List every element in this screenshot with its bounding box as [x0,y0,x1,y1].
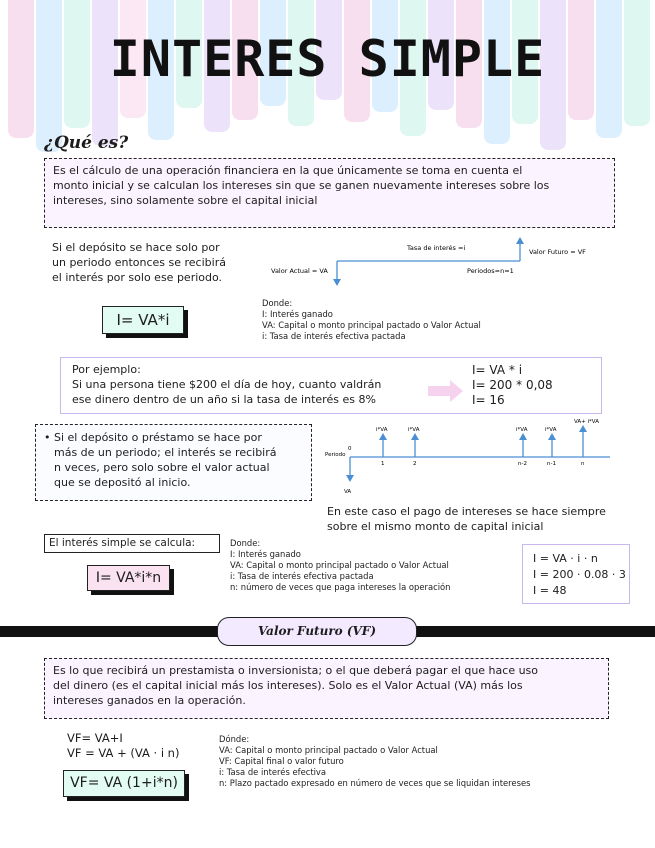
donde-heading: Donde: [230,538,261,548]
note-line: En este caso el pago de intereses se hace siempre [327,505,606,518]
section-heading-que-es: ¿Qué es? [44,133,129,153]
multi-period-line: n veces, pero solo sobre el valor actual [54,461,270,474]
donde-item: I: Interés ganado [230,549,301,559]
donde-item: VA: Capital o monto principal pactado o Valor Actual [230,560,449,570]
donde-item: i: Tasa de interés efectiva pactada [230,571,374,581]
top-label: i*VA [516,427,528,433]
single-period-text [52,240,226,285]
multi-period-line: que se depositó al inicio. [54,476,191,489]
donde-item: VF: Capital final o valor futuro [219,756,344,766]
donde-item: VA: Capital o monto principal pactado o Valor Actual [219,745,438,755]
calc-line: I= VA * i [472,363,523,377]
donde-item: n: Plazo pactado expresado en número de veces que se liquidan intereses [219,778,531,788]
note-text [327,504,606,534]
donde-item: i: Tasa de interés efectiva pactada [262,331,406,341]
vf-label: Valor Futuro = VF [529,248,586,256]
calc-line: I= 16 [472,393,505,407]
example-line: Por ejemplo: [72,363,141,376]
timeline-multi-period [320,415,620,500]
definition-line: Es el cálculo de una operación financiera en la que únicamente se toma en cuenta el [53,164,523,177]
periodo-label: Periodo [325,452,346,458]
calc-line: I = VA · i · n [533,552,598,565]
example-calc [472,363,553,408]
top-label: i*VA [545,427,557,433]
tasa-label: Tasa de interés =i [407,244,466,252]
donde-item: I: Interés ganado [262,309,333,319]
donde-item: n: número de veces que paga intereses la operación [230,582,451,592]
bottom-label: 2 [413,461,417,467]
bottom-label: 1 [381,461,385,467]
example-text [72,362,381,407]
single-period-line: el interés por solo ese periodo. [52,271,223,284]
va-label: Valor Actual = VA [271,267,328,275]
multi-period-box [35,424,312,501]
donde-item: i: Tasa de interés efectiva [219,767,327,777]
note-line: sobre el mismo monto de capital inicial [327,520,544,533]
donde-list-2 [230,538,450,593]
top-label: i*VA [376,427,388,433]
definition-box [44,158,615,228]
vf-definition-box [44,658,609,719]
multi-period-line: más de un periodo; el interés se recibirá [54,446,277,459]
calcula-label: El interés simple se calcula: [44,534,220,553]
zero-label: 0 [348,446,352,452]
bottom-label: n [581,461,585,467]
vf-equations [67,731,179,761]
single-period-line: Si el depósito se hace solo por [52,241,220,254]
bottom-label: n-2 [518,461,527,467]
timeline-single-period [265,233,605,288]
vf-definition-line: del dinero (es el capital inicial más los intereses). Solo es el Valor Actual (VA) más los [53,679,523,692]
vf-equation: VF= VA+I [67,731,123,745]
arrow-right-icon [428,380,464,402]
donde-item: VA: Capital o monto principal pactado o Valor Actual [262,320,481,330]
example-line: Si una persona tiene $200 el día de hoy, cuanto valdrán [72,378,382,391]
multi-period-line: • Si el depósito o préstamo se hace por [44,431,262,444]
calc-box-2 [522,544,630,604]
va-label-2: VA [344,489,352,495]
donde-heading: Dónde: [219,734,250,744]
calc-line: I = 48 [533,584,567,597]
top-label: i*VA [408,427,420,433]
single-period-line: un periodo entonces se recibirá [52,256,226,269]
vf-definition-line: Es lo que recibirá un prestamista o inversionista; o el que deberá pagar el que hace uso [53,664,539,677]
bottom-label: n-1 [547,461,556,467]
donde-list-1 [262,298,481,342]
formula-vf: VF= VA (1+i*n) [63,770,185,797]
top-label: VA+ i*VA [574,419,599,425]
definition-line: intereses, sino solamente sobre el capital inicial [53,194,318,207]
calc-line: I = 200 · 0.08 · 3 [533,568,626,581]
periodos-label: Periodos=n=1 [467,267,514,275]
definition-line: monto inicial y se calculan los intereses sin que se ganen nuevamente intereses sobre los [53,179,550,192]
donde-heading: Donde: [262,298,293,308]
calc-line: I= 200 * 0,08 [472,378,553,392]
formula-simple: I= VA*i [102,306,184,334]
formula-simple-n: I= VA*i*n [87,565,170,591]
vf-definition-line: intereses ganados en la operación. [53,694,246,707]
vf-section-heading: Valor Futuro (VF) [217,617,417,646]
page-title: INTERES SIMPLE [109,30,546,88]
example-line: ese dinero dentro de un año si la tasa de interés es 8% [72,393,376,406]
vf-equation: VF = VA + (VA · i n) [67,746,180,760]
donde-list-vf [219,734,530,789]
